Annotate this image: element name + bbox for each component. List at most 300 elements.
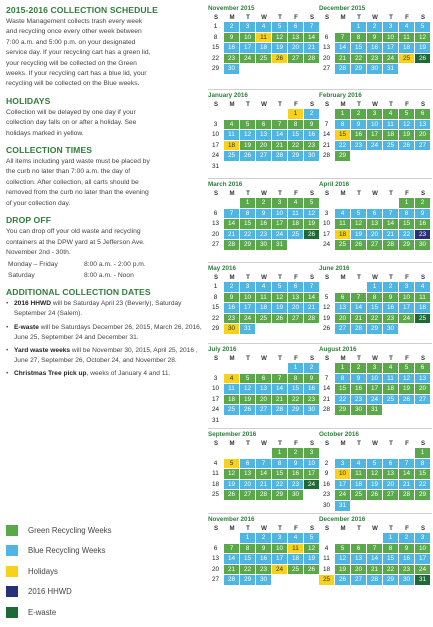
empty-cell xyxy=(367,448,383,459)
day-cell: 8 xyxy=(367,293,383,304)
weekday-label: T xyxy=(278,14,282,21)
day-cell: 28 xyxy=(224,240,240,251)
day-cell: 24 xyxy=(272,565,288,576)
day-cell: 9 xyxy=(256,209,272,220)
month-divider xyxy=(319,428,432,429)
day-cell: 15 xyxy=(335,384,351,395)
day-cell: 1 xyxy=(335,109,351,120)
month-calendar xyxy=(319,5,432,75)
legend-swatch xyxy=(6,545,18,556)
item-label: E-waste xyxy=(14,323,39,331)
weekday-label: F xyxy=(294,14,298,21)
day-cell: 24 xyxy=(240,314,256,325)
day-cell: 3 xyxy=(208,374,224,385)
weekday-label: T xyxy=(278,525,282,532)
weekday-label: W xyxy=(261,190,267,197)
day-cell: 15 xyxy=(335,130,351,141)
day-cell: 7 xyxy=(304,282,320,293)
day-cell: 28 xyxy=(399,490,415,501)
day-cell: 3 xyxy=(415,533,431,544)
weekday-label: T xyxy=(278,190,282,197)
day-cell: 9 xyxy=(351,120,367,131)
weekday-label: M xyxy=(340,274,346,281)
month-title: April 2016 xyxy=(319,181,350,188)
day-cell: 16 xyxy=(399,554,415,565)
day-cell: 29 xyxy=(288,151,304,162)
month-divider xyxy=(319,262,432,263)
day-cell: 6 xyxy=(335,293,351,304)
day-cell: 15 xyxy=(208,43,224,54)
day-cell: 10 xyxy=(272,209,288,220)
day-cell: 3 xyxy=(335,459,351,470)
day-cell: 20 xyxy=(208,565,224,576)
weekday-label: S xyxy=(420,190,426,197)
legend-label: Green Recycling Weeks xyxy=(28,526,112,535)
day-cell: 4 xyxy=(383,363,399,374)
list-item xyxy=(6,369,202,379)
day-cell: 28 xyxy=(272,405,288,416)
day-cell: 7 xyxy=(224,544,240,555)
weekday-label: S xyxy=(309,355,315,362)
section-title: 2015-2016 COLLECTION SCHEDULE xyxy=(6,5,158,15)
day-grid xyxy=(208,22,321,75)
weekday-label: S xyxy=(309,190,315,197)
day-cell: 25 xyxy=(288,230,304,241)
day-cell: 7 xyxy=(335,33,351,44)
month-title: September 2016 xyxy=(208,431,257,438)
day-cell: 27 xyxy=(256,405,272,416)
month-title: August 2016 xyxy=(319,346,357,353)
day-cell: 12 xyxy=(240,130,256,141)
day-cell: 23 xyxy=(224,314,240,325)
day-cell: 2 xyxy=(415,198,431,209)
weekday-label: T xyxy=(389,274,393,281)
day-cell: 9 xyxy=(224,33,240,44)
month-calendar xyxy=(319,181,432,251)
hours-row xyxy=(6,271,202,281)
day-cell: 15 xyxy=(415,469,431,480)
day-cell: 9 xyxy=(304,374,320,385)
day-grid xyxy=(208,109,321,173)
day-cell: 10 xyxy=(319,219,335,230)
day-cell: 6 xyxy=(383,459,399,470)
day-cell: 29 xyxy=(367,324,383,335)
day-cell: 21 xyxy=(319,395,335,406)
empty-cell xyxy=(256,448,272,459)
weekday-header xyxy=(208,355,321,363)
day-cell: 16 xyxy=(319,480,335,491)
day-cell: 21 xyxy=(224,565,240,576)
day-cell: 23 xyxy=(304,141,320,152)
text-line: recycling will be collected on the Blue weeks. xyxy=(6,80,140,88)
weekday-label: S xyxy=(213,274,219,281)
weekday-header xyxy=(319,14,432,22)
month-title: February 2016 xyxy=(319,92,362,99)
day-cell: 14 xyxy=(367,554,383,565)
day-cell: 29 xyxy=(335,405,351,416)
day-cell: 12 xyxy=(319,303,335,314)
day-cell: 5 xyxy=(240,120,256,131)
day-cell: 22 xyxy=(272,480,288,491)
weekday-label: S xyxy=(324,274,330,281)
day-cell: 17 xyxy=(335,480,351,491)
day-cell: 5 xyxy=(240,374,256,385)
day-cell: 7 xyxy=(319,374,335,385)
day-cell: 27 xyxy=(208,575,224,586)
day-cell: 23 xyxy=(256,565,272,576)
weekday-label: M xyxy=(229,440,235,447)
day-cell: 2 xyxy=(256,198,272,209)
day-cell: 17 xyxy=(240,43,256,54)
month-calendar xyxy=(319,346,432,416)
day-cell: 6 xyxy=(367,209,383,220)
empty-cell xyxy=(208,109,224,120)
day-cell: 11 xyxy=(224,130,240,141)
day-cell: 6 xyxy=(415,363,431,374)
day-cell: 28 xyxy=(304,54,320,65)
day-cell: 18 xyxy=(399,43,415,54)
day-cell: 22 xyxy=(288,141,304,152)
day-cell: 14 xyxy=(272,384,288,395)
legend-label: 2016 HHWD xyxy=(28,587,72,597)
hours-day: Monday – Friday xyxy=(8,261,58,269)
weekday-label: S xyxy=(420,355,426,362)
weekday-label: M xyxy=(340,440,346,447)
day-grid xyxy=(319,533,432,586)
day-grid xyxy=(208,363,321,427)
day-cell: 11 xyxy=(208,469,224,480)
weekday-label: W xyxy=(261,274,267,281)
weekday-label: M xyxy=(229,525,235,532)
day-cell: 15 xyxy=(208,303,224,314)
day-cell: 16 xyxy=(224,303,240,314)
day-cell: 8 xyxy=(335,120,351,131)
day-cell: 31 xyxy=(208,416,224,427)
day-cell: 16 xyxy=(415,219,431,230)
day-cell: 19 xyxy=(335,565,351,576)
day-cell: 24 xyxy=(272,230,288,241)
day-cell: 24 xyxy=(319,240,335,251)
day-cell: 5 xyxy=(272,282,288,293)
day-cell: 19 xyxy=(304,554,320,565)
legend-label: Holidays xyxy=(28,566,58,576)
day-cell: 29 xyxy=(240,240,256,251)
weekday-label: T xyxy=(389,190,393,197)
empty-cell xyxy=(208,363,224,374)
day-cell: 16 xyxy=(224,43,240,54)
list-item xyxy=(6,323,202,343)
day-cell: 17 xyxy=(383,43,399,54)
day-cell: 20 xyxy=(351,565,367,576)
day-cell: 17 xyxy=(208,395,224,406)
day-cell: 14 xyxy=(319,130,335,141)
weekday-label: T xyxy=(278,101,282,108)
month-divider xyxy=(208,262,321,263)
empty-cell xyxy=(224,109,240,120)
day-cell: 29 xyxy=(272,490,288,501)
day-cell: 6 xyxy=(240,459,256,470)
day-grid xyxy=(319,282,432,335)
day-cell: 19 xyxy=(319,314,335,325)
day-cell: 23 xyxy=(351,395,367,406)
weekday-label: T xyxy=(357,14,361,21)
empty-cell xyxy=(240,363,256,374)
day-cell: 5 xyxy=(399,363,415,374)
day-cell: 26 xyxy=(319,324,335,335)
day-cell: 10 xyxy=(415,544,431,555)
day-cell: 19 xyxy=(224,480,240,491)
weekday-header xyxy=(208,14,321,22)
day-cell: 5 xyxy=(335,544,351,555)
day-cell: 19 xyxy=(240,395,256,406)
day-cell: 3 xyxy=(304,448,320,459)
day-cell: 6 xyxy=(351,544,367,555)
day-cell: 24 xyxy=(304,480,320,491)
day-cell: 9 xyxy=(383,293,399,304)
month-divider xyxy=(208,428,321,429)
day-cell: 6 xyxy=(256,120,272,131)
day-cell: 29 xyxy=(351,64,367,75)
item-text: will be Saturday April 23 (Beverly), Saturday September 24 (Salem). xyxy=(14,300,182,318)
day-cell: 22 xyxy=(288,395,304,406)
day-cell: 10 xyxy=(335,469,351,480)
day-cell: 12 xyxy=(367,469,383,480)
day-cell: 27 xyxy=(415,141,431,152)
text-line: collection. After collection, all carts should be xyxy=(6,178,139,186)
day-cell: 14 xyxy=(224,554,240,565)
day-cell: 15 xyxy=(240,554,256,565)
empty-cell xyxy=(319,282,335,293)
day-cell: 27 xyxy=(335,324,351,335)
day-cell: 27 xyxy=(208,240,224,251)
day-cell: 15 xyxy=(288,130,304,141)
weekday-label: T xyxy=(357,355,361,362)
day-cell: 20 xyxy=(415,130,431,141)
day-cell: 8 xyxy=(240,209,256,220)
day-cell: 29 xyxy=(415,490,431,501)
day-cell: 29 xyxy=(335,151,351,162)
day-cell: 8 xyxy=(383,544,399,555)
day-cell: 25 xyxy=(335,240,351,251)
day-cell: 13 xyxy=(415,120,431,131)
weekday-label: T xyxy=(357,440,361,447)
day-cell: 8 xyxy=(272,459,288,470)
day-grid xyxy=(319,448,432,512)
weekday-label: M xyxy=(340,355,346,362)
weekday-header xyxy=(208,440,321,448)
empty-cell xyxy=(335,533,351,544)
day-cell: 9 xyxy=(399,544,415,555)
day-cell: 18 xyxy=(224,141,240,152)
weekday-label: S xyxy=(420,101,426,108)
day-cell: 7 xyxy=(367,544,383,555)
day-cell: 27 xyxy=(351,575,367,586)
text-line: service day. If your recycling cart has a green lid, xyxy=(6,49,151,57)
month-title: December 2016 xyxy=(319,516,366,523)
day-cell: 4 xyxy=(256,22,272,33)
day-cell: 28 xyxy=(367,575,383,586)
weekday-header xyxy=(208,101,321,109)
text-line: Waste Management collects trash every week xyxy=(6,18,143,25)
day-cell: 10 xyxy=(240,293,256,304)
day-cell: 31 xyxy=(208,162,224,173)
weekday-label: S xyxy=(213,355,219,362)
weekday-label: S xyxy=(420,274,426,281)
day-cell: 12 xyxy=(351,219,367,230)
day-cell: 3 xyxy=(383,22,399,33)
day-cell: 10 xyxy=(304,459,320,470)
day-cell: 7 xyxy=(383,209,399,220)
day-grid xyxy=(208,448,321,501)
day-cell: 19 xyxy=(367,480,383,491)
day-cell: 1 xyxy=(288,363,304,374)
day-cell: 12 xyxy=(304,209,320,220)
day-cell: 11 xyxy=(288,209,304,220)
day-cell: 16 xyxy=(256,554,272,565)
day-cell: 9 xyxy=(367,33,383,44)
day-cell: 1 xyxy=(208,282,224,293)
day-cell: 5 xyxy=(351,209,367,220)
day-cell: 12 xyxy=(272,293,288,304)
day-cell: 30 xyxy=(224,64,240,75)
day-cell: 6 xyxy=(256,374,272,385)
day-cell: 8 xyxy=(288,374,304,385)
day-cell: 23 xyxy=(399,565,415,576)
day-cell: 30 xyxy=(367,64,383,75)
text-line: containers at the DPW yard at 5 Jefferson Ave. xyxy=(6,238,145,246)
day-cell: 30 xyxy=(319,501,335,512)
day-cell: 19 xyxy=(351,230,367,241)
legend-swatch xyxy=(6,566,18,577)
day-cell: 12 xyxy=(335,554,351,565)
day-cell: 20 xyxy=(208,230,224,241)
weekday-label: S xyxy=(309,440,315,447)
legend xyxy=(6,521,202,623)
day-cell: 13 xyxy=(208,554,224,565)
weekday-label: M xyxy=(229,355,235,362)
empty-cell xyxy=(319,448,335,459)
day-cell: 25 xyxy=(415,314,431,325)
day-cell: 21 xyxy=(367,565,383,576)
text-line: holidays marked in yellow. xyxy=(6,129,84,137)
empty-cell xyxy=(351,533,367,544)
day-cell: 31 xyxy=(272,240,288,251)
day-cell: 2 xyxy=(367,22,383,33)
day-cell: 19 xyxy=(399,130,415,141)
day-cell: 14 xyxy=(319,384,335,395)
day-cell: 5 xyxy=(304,533,320,544)
day-cell: 8 xyxy=(240,544,256,555)
day-cell: 18 xyxy=(256,43,272,54)
weekday-label: F xyxy=(294,101,298,108)
day-cell: 13 xyxy=(256,130,272,141)
weekday-header xyxy=(208,274,321,282)
day-cell: 20 xyxy=(383,480,399,491)
empty-cell xyxy=(367,198,383,209)
day-cell: 22 xyxy=(415,480,431,491)
day-cell: 27 xyxy=(256,151,272,162)
day-cell: 24 xyxy=(367,395,383,406)
weekday-label: F xyxy=(294,190,298,197)
day-cell: 16 xyxy=(351,384,367,395)
day-cell: 11 xyxy=(256,293,272,304)
weekday-label: W xyxy=(261,14,267,21)
day-grid xyxy=(208,533,321,586)
day-cell: 18 xyxy=(288,219,304,230)
weekday-label: F xyxy=(405,355,409,362)
holidays-section xyxy=(6,96,202,139)
weekday-label: F xyxy=(405,190,409,197)
day-cell: 13 xyxy=(288,293,304,304)
day-cell: 4 xyxy=(224,120,240,131)
empty-cell xyxy=(256,109,272,120)
day-cell: 11 xyxy=(383,120,399,131)
day-cell: 2 xyxy=(224,282,240,293)
empty-cell xyxy=(351,448,367,459)
day-cell: 9 xyxy=(256,544,272,555)
weekday-header xyxy=(319,440,432,448)
day-cell: 20 xyxy=(367,230,383,241)
month-title: June 2016 xyxy=(319,265,350,272)
item-label: Christmas Tree pick up xyxy=(14,370,87,378)
day-cell: 22 xyxy=(240,565,256,576)
day-cell: 8 xyxy=(399,209,415,220)
day-cell: 16 xyxy=(367,43,383,54)
day-cell: 30 xyxy=(304,405,320,416)
day-cell: 21 xyxy=(256,480,272,491)
additional-list xyxy=(6,299,202,379)
day-cell: 9 xyxy=(351,374,367,385)
empty-cell xyxy=(319,363,335,374)
weekday-label: F xyxy=(405,274,409,281)
day-cell: 12 xyxy=(224,469,240,480)
empty-cell xyxy=(351,282,367,293)
additional-dates-section xyxy=(6,287,202,379)
empty-cell xyxy=(399,448,415,459)
legend-item xyxy=(6,582,202,601)
day-cell: 21 xyxy=(399,480,415,491)
day-cell: 17 xyxy=(208,141,224,152)
day-cell: 1 xyxy=(240,533,256,544)
dropoff-text xyxy=(6,227,202,258)
day-cell: 5 xyxy=(304,198,320,209)
day-cell: 9 xyxy=(415,209,431,220)
day-cell: 2 xyxy=(351,363,367,374)
day-cell: 26 xyxy=(240,405,256,416)
legend-item xyxy=(6,541,202,560)
day-cell: 5 xyxy=(272,22,288,33)
text-line: weeks. If your recycling cart has a blue lid, your xyxy=(6,70,147,78)
day-cell: 12 xyxy=(399,374,415,385)
day-cell: 24 xyxy=(383,54,399,65)
day-cell: 27 xyxy=(383,490,399,501)
day-cell: 20 xyxy=(256,395,272,406)
month-divider xyxy=(208,513,321,514)
day-cell: 30 xyxy=(304,151,320,162)
weekday-label: F xyxy=(405,525,409,532)
day-cell: 25 xyxy=(256,54,272,65)
day-cell: 19 xyxy=(399,384,415,395)
day-cell: 27 xyxy=(319,64,335,75)
legend-label: E-waste xyxy=(28,607,57,617)
schedule-text xyxy=(6,17,202,90)
day-cell: 1 xyxy=(288,109,304,120)
list-item xyxy=(6,299,202,319)
item-text: will be Saturdays December 26, 2015, March 26, 2016, June 25, September 24 and December 31. xyxy=(14,323,202,341)
day-cell: 12 xyxy=(240,384,256,395)
day-grid xyxy=(319,109,432,162)
month-calendar xyxy=(208,5,321,75)
